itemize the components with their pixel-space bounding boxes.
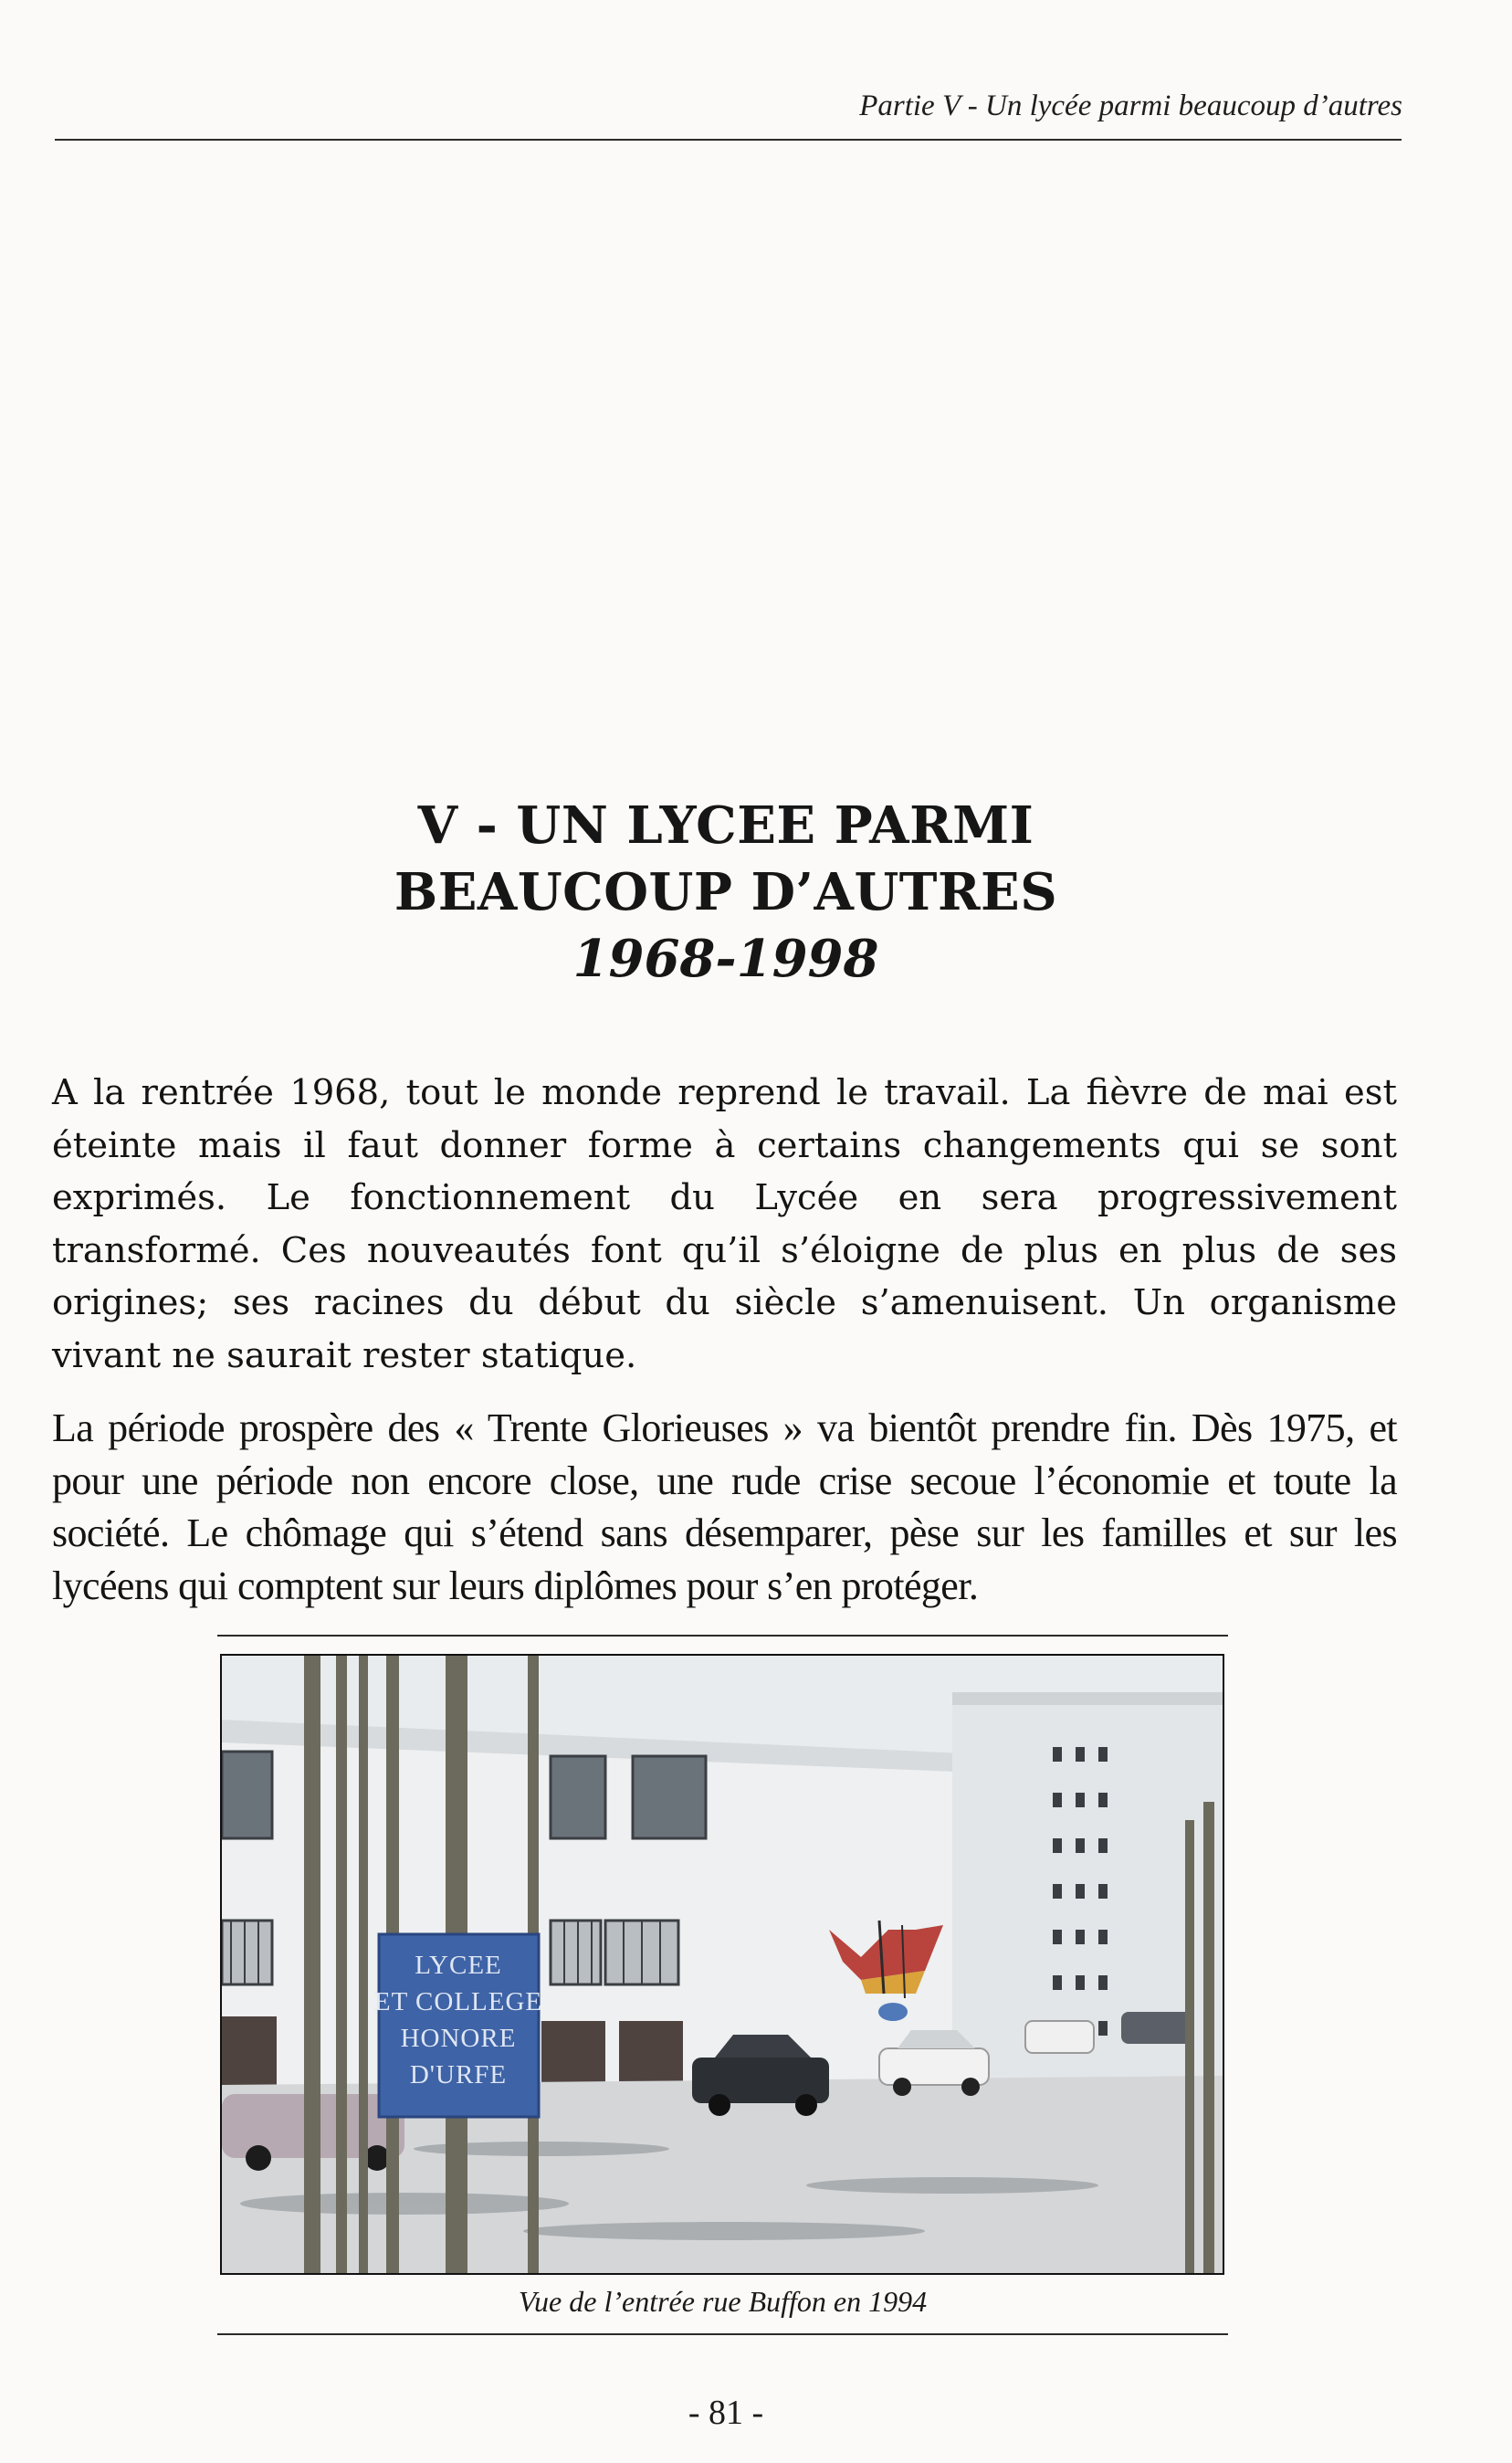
- header-rule: [55, 139, 1402, 141]
- chapter-title: [0, 793, 1452, 993]
- sign-line-1: LYCEE: [415, 1951, 502, 1980]
- school-entrance-photo: [220, 1654, 1224, 2275]
- paragraph-2: La période prospère des « Trente Glorieuses » va bientôt prendre fin. Dès 1975, et pour une période non encore close, une rude crise secoue l’économie et toute la société. Le chômage qui s’étend sans désemparer, pèse sur les familles et sur les lycéens qui comptent sur leurs diplômes pour s’en protéger.: [52, 1405, 1397, 1608]
- sign-line-4: D'URFE: [409, 2060, 508, 2089]
- page-number: - 81 -: [688, 2394, 764, 2432]
- chapter-title-line-1: V - UN LYCEE PARMI: [417, 795, 1034, 856]
- paragraph-1: A la rentrée 1968, tout le monde reprend le travail. La fièvre de mai est éteinte mais il faut donner forme à certains changements qui se sont exprimés. Le fonctionnement du Lycée en sera progressivement transformé. Ces nouveautés font qu’il s’éloigne de plus en plus de ses origines; ses racines du début du siècle s’amenuisent. Un organisme vivant ne saurait rester statique.: [52, 1072, 1397, 1376]
- photo-caption: Vue de l’entrée rue Buffon en 1994: [518, 2285, 928, 2318]
- chapter-title-line-2: BEAUCOUP D’AUTRES: [394, 862, 1058, 922]
- sign-line-3: HONORE: [400, 2024, 517, 2053]
- sign-line-2: ET COLLEGE: [373, 1987, 543, 2016]
- photo-rule-bottom: [217, 2333, 1228, 2335]
- running-header: Partie V - Un lycée parmi beaucoup d’autres: [859, 89, 1402, 122]
- chapter-years: 1968-1998: [572, 929, 879, 989]
- photo-rule-top: [217, 1635, 1228, 1637]
